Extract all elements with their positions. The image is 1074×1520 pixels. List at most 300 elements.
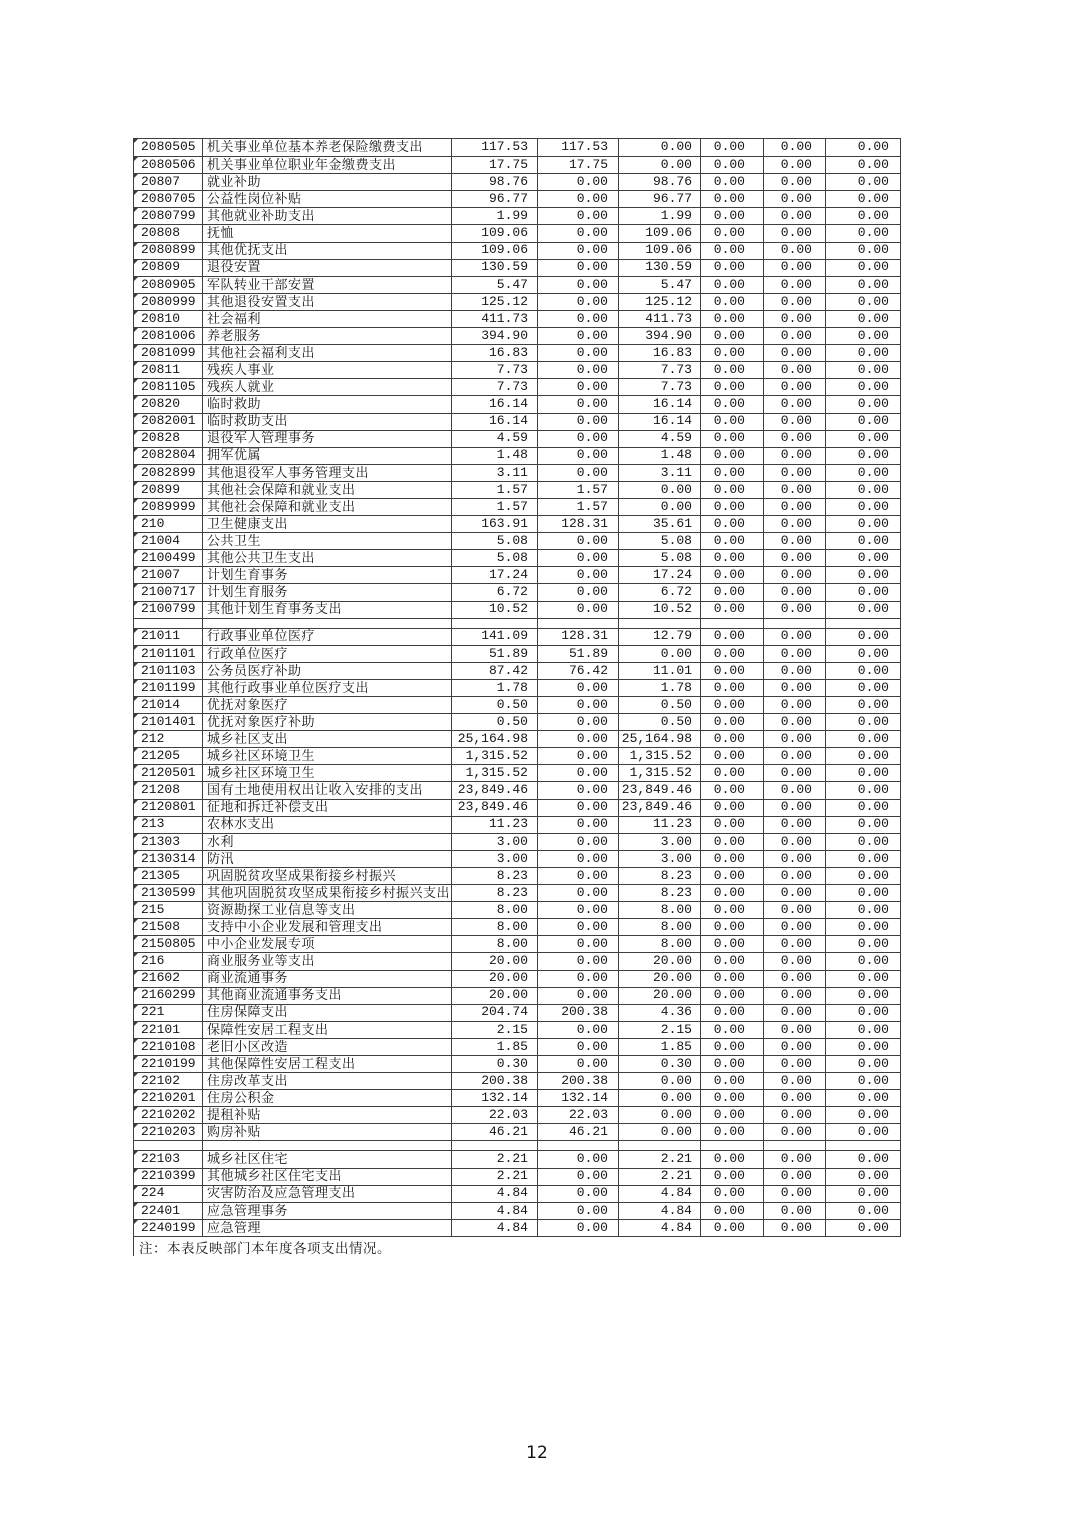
name-cell: 公益性岗位补贴 [203,191,452,207]
code-cell: 215 [134,902,203,918]
name-cell: 防汛 [203,851,452,867]
code-cell: 21208 [134,782,203,798]
value-cell: 0.00 [764,1056,826,1072]
value-cell: 200.38 [452,1073,538,1089]
name-cell: 其他社会保障和就业支出 [203,482,452,498]
value-cell: 0.00 [764,499,826,515]
table-row [134,833,900,850]
value-cell: 0.00 [701,448,764,464]
value-cell: 0.00 [764,533,826,549]
code-cell: 2130599 [134,885,203,901]
value-cell: 0.00 [538,294,619,310]
value-cell: 0.00 [857,885,889,900]
value-cell: 0.00 [538,379,619,395]
value-cell: 0.00 [538,1056,619,1072]
value-cell: 1.78 [452,680,538,696]
name-cell: 其他退役军人事务管理支出 [203,465,452,481]
value-cell: 0.00 [764,714,826,730]
value-cell: 0.00 [857,328,889,343]
table-row [134,156,900,173]
name-cell: 临时救助 [203,396,452,412]
value-cell: 0.00 [701,1073,764,1089]
value-cell: 0.00 [857,208,889,224]
table-row [134,1202,900,1219]
value-cell: 0.00 [857,679,889,695]
value-cell: 22.03 [538,1107,619,1123]
code-cell: 21004 [134,533,203,549]
value-cell: 0.00 [764,243,826,259]
name-cell: 卫生健康支出 [203,516,452,532]
value-cell: 0.00 [538,174,619,190]
code-cell: 212 [134,731,203,747]
table-row [134,498,900,515]
value-cell: 0.00 [701,834,764,850]
value-cell: 8.00 [452,919,538,935]
value-cell: 0.00 [701,328,764,344]
value-cell: 1.99 [452,208,538,224]
table-row [134,173,900,190]
name-cell: 拥军优属 [203,448,452,464]
value-cell: 411.73 [452,311,538,327]
table-row [134,1089,900,1106]
value-cell: 0.00 [857,1168,889,1184]
value-cell: 0.00 [701,311,764,327]
value-cell: 0.00 [857,816,889,832]
value-cell: 0.00 [764,208,826,224]
value-cell: 5.47 [452,277,538,293]
value-cell: 17.24 [452,567,538,583]
value-cell: 0.00 [701,1186,764,1202]
name-cell: 计划生育服务 [203,584,452,600]
value-cell: 25,164.98 [619,731,701,747]
value-cell: 0.00 [538,396,619,412]
code-cell: 2101101 [134,646,203,662]
value-cell: 0.00 [538,953,619,969]
value-cell: 51.89 [452,646,538,662]
name-cell: 国有土地使用权出让收入安排的支出 [203,782,452,798]
value-cell: 0.00 [538,851,619,867]
value-cell: 0.00 [619,646,701,662]
value-cell: 128.31 [538,629,619,645]
value-cell: 0.00 [538,714,619,730]
name-cell: 巩固脱贫攻坚成果衔接乡村振兴 [203,868,452,884]
value-cell: 11.01 [619,663,701,679]
table-row [134,884,900,901]
value-cell: 125.12 [452,294,538,310]
name-cell: 机关事业单位基本养老保险缴费支出 [203,139,452,156]
table-row [134,816,900,833]
name-cell: 其他计划生育事务支出 [203,602,452,618]
value-cell: 0.50 [619,714,701,730]
value-cell: 8.00 [619,936,701,952]
value-cell: 4.59 [452,431,538,447]
value-cell: 17.24 [619,567,701,583]
expenditure-table [133,138,901,1237]
value-cell: 0.00 [857,953,889,969]
value-cell: 4.36 [619,1005,701,1021]
value-cell: 8.00 [452,902,538,918]
value-cell: 0.00 [701,157,764,173]
name-cell: 抚恤 [203,225,452,241]
code-cell: 22401 [134,1203,203,1219]
value-cell: 0.00 [857,293,889,309]
value-cell: 0.00 [764,174,826,190]
name-cell: 养老服务 [203,328,452,344]
value-cell: 0.00 [764,1203,826,1219]
name-cell: 其他就业补助支出 [203,208,452,224]
value-cell: 0.00 [538,731,619,747]
value-cell: 0.00 [538,800,619,816]
value-cell: 5.47 [619,277,701,293]
table-row [134,781,900,798]
table-page-break-gap [134,618,900,628]
value-cell: 0.00 [538,868,619,884]
value-cell: 0.00 [701,1107,764,1123]
table-row [134,327,900,344]
value-cell: 0.00 [701,646,764,662]
name-cell: 军队转业干部安置 [203,277,452,293]
code-cell: 2080899 [134,243,203,259]
value-cell: 0.30 [619,1056,701,1072]
value-cell: 0.00 [857,242,889,258]
value-cell: 411.73 [619,311,701,327]
value-cell: 0.00 [857,1107,889,1123]
value-cell: 0.00 [857,601,889,617]
value-cell: 0.00 [701,208,764,224]
value-cell: 0.00 [857,174,889,189]
table-row [134,730,900,747]
name-cell: 住房公积金 [203,1090,452,1106]
value-cell: 0.00 [764,396,826,412]
value-cell: 0.00 [701,851,764,867]
name-cell: 社会福利 [203,311,452,327]
value-cell: 0.00 [538,431,619,447]
name-cell: 其他优抚支出 [203,243,452,259]
value-cell: 0.00 [857,782,889,798]
value-cell: 16.14 [619,414,701,430]
value-cell: 0.00 [857,362,889,378]
name-cell: 应急管理 [203,1220,452,1236]
value-cell: 0.00 [764,1107,826,1123]
value-cell: 0.00 [764,139,826,156]
code-cell: 221 [134,1005,203,1021]
value-cell: 3.00 [619,851,701,867]
name-cell: 商业服务业等支出 [203,953,452,969]
table-row [134,764,900,781]
code-cell: 210 [134,516,203,532]
value-cell: 0.00 [764,1039,826,1055]
value-cell: 11.23 [619,817,701,833]
value-cell: 0.00 [619,499,701,515]
value-cell: 51.89 [538,646,619,662]
name-cell: 中小企业发展专项 [203,936,452,952]
value-cell: 0.00 [538,834,619,850]
value-cell: 0.00 [857,765,889,781]
code-cell: 2082804 [134,448,203,464]
value-cell: 0.00 [538,584,619,600]
value-cell: 0.00 [701,174,764,190]
name-cell: 老旧小区改造 [203,1039,452,1055]
table-row [134,242,900,259]
value-cell: 0.00 [764,1186,826,1202]
value-cell: 0.00 [857,714,889,729]
name-cell: 城乡社区环境卫生 [203,765,452,781]
value-cell: 0.00 [701,516,764,532]
table-row [134,970,900,987]
code-cell: 2120501 [134,765,203,781]
value-cell: 8.23 [619,868,701,884]
value-cell: 0.00 [538,680,619,696]
table-row [134,1219,900,1236]
value-cell: 0.00 [764,191,826,207]
code-cell: 2101199 [134,680,203,696]
code-cell: 2080905 [134,277,203,293]
value-cell: 0.00 [857,1090,889,1105]
value-cell: 0.00 [701,191,764,207]
name-cell: 灾害防治及应急管理支出 [203,1186,452,1202]
code-cell: 2240199 [134,1220,203,1236]
value-cell: 200.38 [538,1073,619,1089]
value-cell: 0.00 [619,157,701,173]
value-cell: 17.75 [538,157,619,173]
code-cell: 20808 [134,225,203,241]
code-cell: 2080505 [134,139,203,156]
value-cell: 0.00 [538,533,619,549]
value-cell: 0.00 [857,1202,889,1218]
table-row [134,696,900,713]
value-cell: 0.00 [764,379,826,395]
value-cell: 0.00 [764,567,826,583]
value-cell: 0.00 [701,396,764,412]
value-cell: 0.00 [701,1203,764,1219]
value-cell: 132.14 [452,1090,538,1106]
value-cell: 0.00 [701,765,764,781]
value-cell: 0.00 [538,1039,619,1055]
value-cell: 0.00 [538,919,619,935]
value-cell: 125.12 [619,294,701,310]
value-cell: 0.00 [764,834,826,850]
code-cell: 21508 [134,919,203,935]
value-cell: 0.00 [857,902,889,917]
value-cell: 23,849.46 [619,782,701,798]
value-cell: 0.00 [701,1151,764,1167]
value-cell: 0.00 [701,748,764,764]
value-cell: 5.08 [452,550,538,566]
code-cell: 2101401 [134,714,203,730]
value-cell: 0.00 [764,851,826,867]
value-cell: 7.73 [452,379,538,395]
code-cell: 2210108 [134,1039,203,1055]
value-cell: 0.00 [857,1004,889,1020]
code-cell: 2100717 [134,584,203,600]
value-cell: 0.00 [764,157,826,173]
value-cell: 1,315.52 [452,765,538,781]
value-cell: 8.23 [452,868,538,884]
table-row [134,1150,900,1167]
value-cell: 3.00 [452,851,538,867]
value-cell: 0.00 [701,629,764,645]
value-cell: 117.53 [538,139,619,156]
value-cell: 0.00 [764,817,826,833]
value-cell: 0.00 [538,345,619,361]
value-cell: 0.00 [857,584,889,600]
code-cell: 2082899 [134,465,203,481]
name-cell: 农林水支出 [203,817,452,833]
value-cell: 0.00 [857,430,889,446]
table-row [134,361,900,378]
name-cell: 就业补助 [203,174,452,190]
value-cell: 128.31 [538,516,619,532]
name-cell: 残疾人事业 [203,362,452,378]
code-cell: 21007 [134,567,203,583]
name-cell: 资源勘探工业信息等支出 [203,902,452,918]
value-cell: 130.59 [452,260,538,276]
value-cell: 0.00 [538,1022,619,1038]
table-row [134,747,900,764]
value-cell: 0.00 [538,1186,619,1202]
value-cell: 0.00 [764,294,826,310]
name-cell: 水利 [203,834,452,850]
value-cell: 0.00 [764,902,826,918]
value-cell: 0.00 [538,414,619,430]
code-cell: 20811 [134,362,203,378]
value-cell: 20.00 [619,953,701,969]
value-cell: 394.90 [619,328,701,344]
value-cell: 0.00 [701,971,764,987]
table-row [134,901,900,918]
table-row [134,190,900,207]
table-row [134,293,900,310]
name-cell: 退役安置 [203,260,452,276]
code-cell: 2081006 [134,328,203,344]
value-cell: 25,164.98 [452,731,538,747]
value-cell: 0.00 [619,482,701,498]
value-cell: 0.00 [857,139,889,155]
value-cell: 0.00 [764,465,826,481]
value-cell: 0.00 [857,310,889,326]
value-cell: 0.00 [701,868,764,884]
value-cell: 0.00 [538,448,619,464]
value-cell: 0.00 [538,936,619,952]
code-cell: 2100799 [134,602,203,618]
table-row [134,713,900,730]
code-cell: 21011 [134,629,203,645]
name-cell: 其他城乡社区住宅支出 [203,1169,452,1185]
value-cell: 0.00 [857,1151,889,1167]
code-cell: 2120801 [134,800,203,816]
value-cell: 0.00 [619,1090,701,1106]
table-row [134,987,900,1004]
value-cell: 0.00 [857,276,889,292]
value-cell: 8.00 [452,936,538,952]
table-row [134,1123,900,1140]
code-cell: 21014 [134,697,203,713]
code-cell: 2210199 [134,1056,203,1072]
value-cell: 0.00 [857,1055,889,1071]
table-row [134,1038,900,1055]
name-cell: 住房保障支出 [203,1005,452,1021]
value-cell: 204.74 [452,1005,538,1021]
value-cell: 0.00 [538,902,619,918]
value-cell: 3.11 [619,465,701,481]
table-row [134,867,900,884]
value-cell: 20.00 [452,988,538,1004]
page-number: 12 [526,1443,548,1463]
code-cell: 2101103 [134,663,203,679]
table-row [134,1168,900,1185]
value-cell: 98.76 [452,174,538,190]
value-cell: 0.00 [857,516,889,531]
value-cell: 0.00 [538,1220,619,1236]
code-cell: 2210201 [134,1090,203,1106]
name-cell: 残疾人就业 [203,379,452,395]
value-cell: 0.00 [857,567,889,583]
value-cell: 0.00 [701,953,764,969]
value-cell: 0.30 [452,1056,538,1072]
value-cell: 132.14 [538,1090,619,1106]
value-cell: 0.00 [538,885,619,901]
value-cell: 16.14 [452,414,538,430]
value-cell: 0.00 [764,971,826,987]
value-cell: 0.00 [701,680,764,696]
value-cell: 0.00 [538,225,619,241]
code-cell: 2082001 [134,414,203,430]
value-cell: 20.00 [452,953,538,969]
code-cell: 21205 [134,748,203,764]
value-cell: 0.00 [701,1169,764,1185]
code-cell: 21602 [134,971,203,987]
value-cell: 7.73 [619,362,701,378]
value-cell: 2.15 [452,1022,538,1038]
table-row [134,276,900,293]
value-cell: 0.00 [701,277,764,293]
value-cell: 117.53 [452,139,538,156]
value-cell: 0.00 [701,550,764,566]
value-cell: 1.57 [538,482,619,498]
value-cell: 0.00 [764,550,826,566]
value-cell: 0.00 [701,885,764,901]
value-cell: 0.00 [538,311,619,327]
value-cell: 141.09 [452,629,538,645]
value-cell: 1.57 [452,482,538,498]
code-cell: 2160299 [134,988,203,1004]
value-cell: 0.00 [538,243,619,259]
value-cell: 8.00 [619,919,701,935]
value-cell: 0.00 [701,1056,764,1072]
value-cell: 0.00 [701,919,764,935]
value-cell: 0.00 [764,646,826,662]
code-cell: 21303 [134,834,203,850]
value-cell: 0.00 [764,482,826,498]
value-cell: 0.00 [538,697,619,713]
value-cell: 0.00 [764,225,826,241]
name-cell: 征地和拆迁补偿支出 [203,800,452,816]
value-cell: 4.84 [619,1220,701,1236]
value-cell: 8.00 [619,902,701,918]
value-cell: 0.00 [857,662,889,678]
value-cell: 394.90 [452,328,538,344]
name-cell: 城乡社区住宅 [203,1151,452,1167]
value-cell: 0.00 [857,345,889,360]
value-cell: 0.00 [857,191,889,207]
table-row [134,344,900,361]
value-cell: 20.00 [619,988,701,1004]
value-cell: 0.00 [538,817,619,833]
table-row [134,1072,900,1089]
value-cell: 0.00 [857,379,889,395]
name-cell: 城乡社区环境卫生 [203,748,452,764]
code-cell: 21305 [134,868,203,884]
